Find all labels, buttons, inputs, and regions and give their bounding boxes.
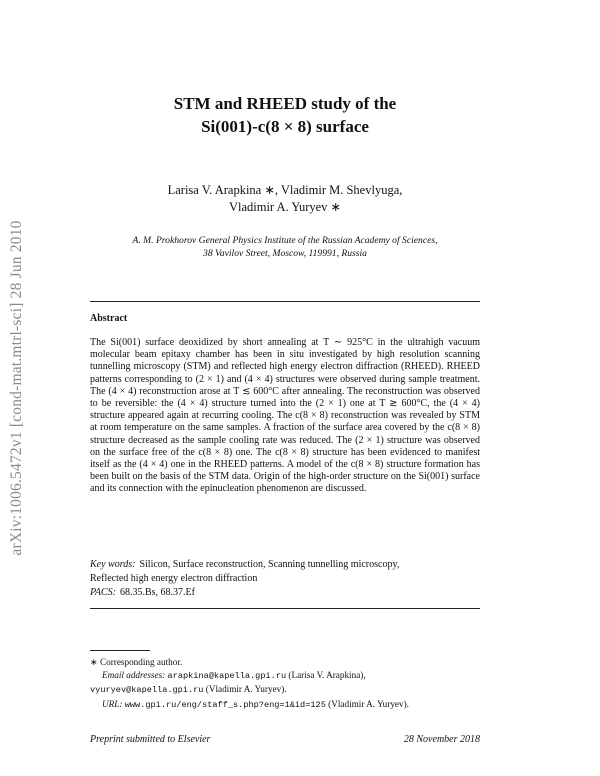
paper-title bbox=[90, 92, 480, 138]
affiliation bbox=[90, 234, 480, 260]
page-footer bbox=[90, 734, 480, 745]
keywords-label: Key words: bbox=[90, 559, 136, 570]
title-line-1: STM and RHEED study of the bbox=[173, 94, 397, 113]
arxiv-stamp-text: arXiv:1006.5472v1 [cond-mat.mtrl-sci] 28 Jun 2010 bbox=[8, 220, 25, 556]
pacs-text: 68.35.Bs, 68.37.Ef bbox=[119, 587, 195, 598]
email-label: Email addresses: bbox=[102, 670, 166, 681]
abstract-bottom-rule bbox=[90, 608, 480, 609]
affiliation-line-2: 38 Vavilov Street, Moscow, 119991, Russia bbox=[203, 248, 367, 259]
footer-left: Preprint submitted to Elsevier bbox=[90, 734, 211, 745]
email-name-2: (Vladimir A. Yuryev). bbox=[205, 684, 287, 695]
url-name: (Vladimir A. Yuryev). bbox=[328, 698, 409, 709]
author-list bbox=[90, 182, 480, 216]
affiliation-line-1: A. M. Prokhorov General Physics Institute of the Russian Academy of Sciences, bbox=[132, 235, 438, 246]
abstract-body: The Si(001) surface deoxidized by short annealing at T ∼ 925°C in the ultrahigh vacuum molecular beam epitaxy chamber has been in situ investigated by high resolution scanning tunnelling microscopy (STM) and reflected high energy electron diffraction (RHEED). RHEED patterns corresponding to (2 × 1) and (4 × 4) structures were observed during sample treatment. The (4 × 4) reconstruction arose at T ≲ 600°C after annealing. The reconstruction was observed to be reversible: the (4 × 4) structure turned into the (2 × 1) one at T ≳ 600°C, the (4 × 4) structure appeared again at recurring cooling. The c(8 × 8) reconstruction was revealed by STM at room temperature on the same samples. A fraction of the surface area covered by the c(8 × 8) structure decreased as the sample cooling rate was reduced. The (2 × 1) structure was observed on the surface free of the c(8 × 8) one. The c(8 × 8) structure has been evidenced to manifest itself as the (4 × 4) one in the RHEED patterns. A model of the c(8 × 8) structure formation has been built on the basis of the STM data. Origin of the high-order structure on the Si(001) surface and its connection with the epinucleation phenomenon are discussed. bbox=[90, 337, 480, 495]
abstract-heading: Abstract bbox=[90, 313, 128, 324]
email-link-1[interactable]: arapkina@kapella.gpi.ru bbox=[167, 671, 287, 682]
corresponding-note: ∗ Corresponding author. bbox=[90, 657, 183, 667]
email-link-2[interactable]: vyuryev@kapella.gpi.ru bbox=[90, 685, 204, 696]
authors-line-1: Larisa V. Arapkina ∗, Vladimir M. Shevlyuga, bbox=[167, 183, 403, 197]
pacs-label: PACS: bbox=[90, 587, 116, 598]
email-name-1: (Larisa V. Arapkina), bbox=[288, 670, 366, 681]
footnote-rule bbox=[90, 650, 150, 651]
keywords-text-1: Silicon, Surface reconstruction, Scanning tunnelling microscopy, bbox=[139, 559, 400, 570]
footnote bbox=[90, 656, 480, 712]
url-label: URL: bbox=[102, 698, 123, 709]
footer-date: 28 November 2018 bbox=[403, 734, 480, 745]
abstract-top-rule bbox=[90, 301, 480, 302]
keywords-block bbox=[90, 558, 480, 600]
authors-line-2: Vladimir A. Yuryev ∗ bbox=[228, 200, 342, 214]
url-link[interactable]: www.gpi.ru/eng/staff_s.php?eng=1&id=125 bbox=[124, 699, 326, 710]
title-line-2: Si(001)-c(8 × 8) surface bbox=[201, 117, 369, 136]
keywords-text-2: Reflected high energy electron diffraction bbox=[90, 573, 258, 584]
